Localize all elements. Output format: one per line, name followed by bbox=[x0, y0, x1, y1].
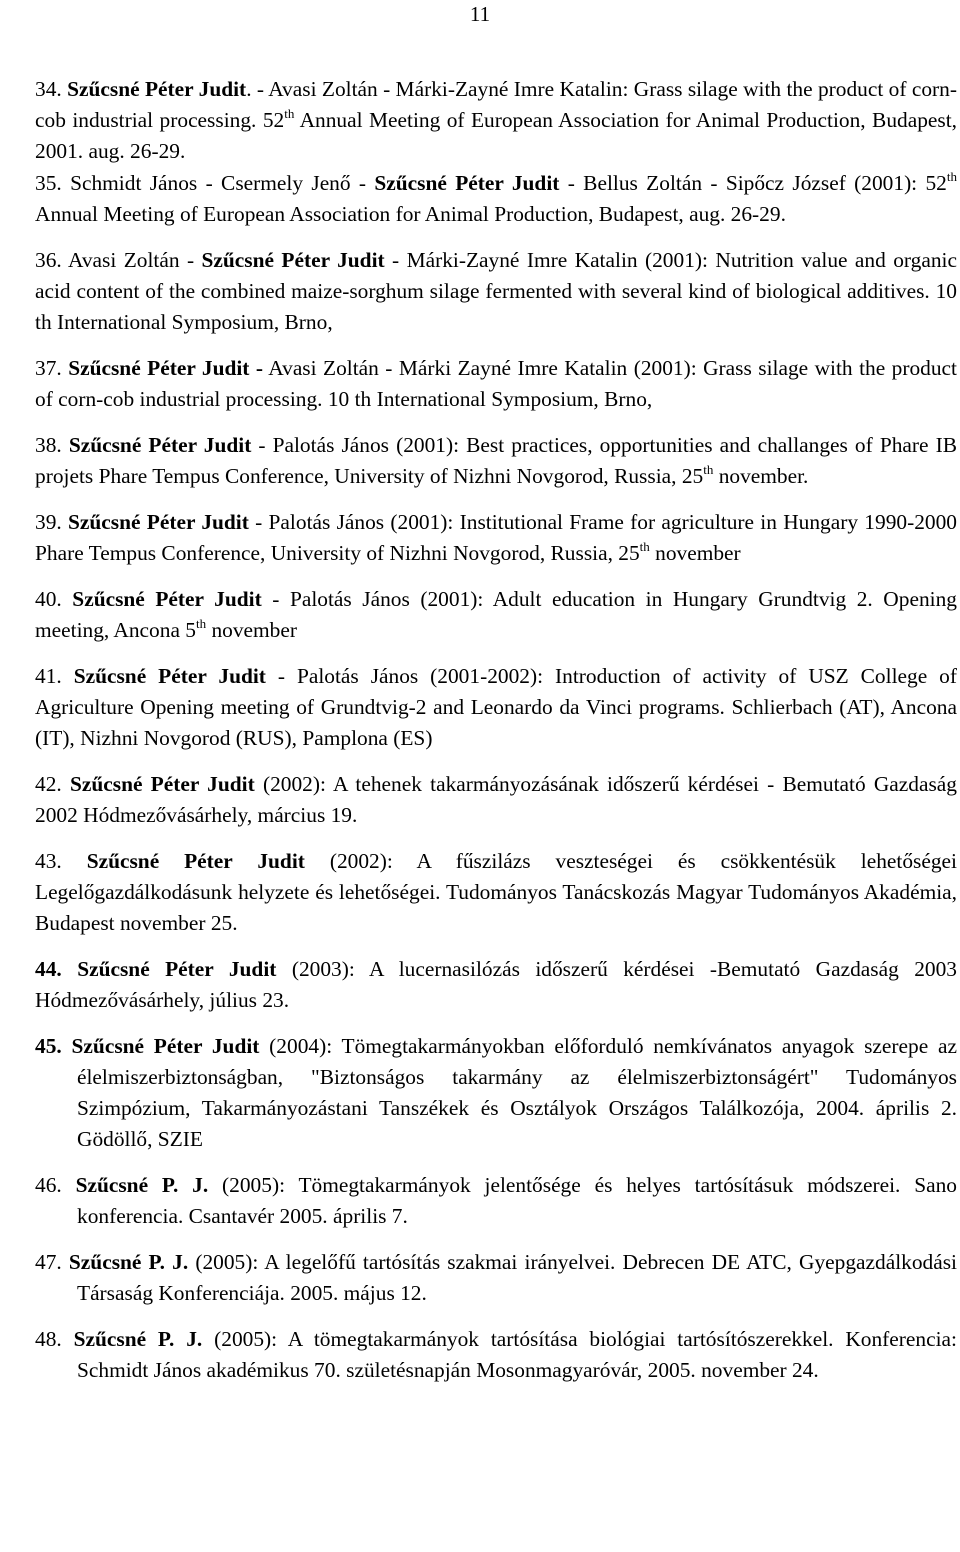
author-bold: Szűcsné Péter Judit bbox=[77, 957, 277, 981]
superscript: th bbox=[284, 105, 295, 121]
page-number: 11 bbox=[469, 2, 491, 26]
item-number: 44. bbox=[35, 957, 62, 981]
list-item bbox=[35, 1170, 957, 1232]
item-text: Annual Meeting of European Association for Animal Production, Budapest, aug. 26-29. bbox=[35, 202, 786, 226]
item-text: Annual Meeting of European Association for Animal Production, Budapest, 2001. aug. 26-29. bbox=[35, 108, 958, 163]
superscript: th bbox=[639, 538, 650, 554]
item-text: (2003): A lucernasilózás időszerű kérdései -Bemutató Gazdaság 2003 Hódmezővásárhely, július 23. bbox=[35, 957, 957, 1012]
item-number: 43. bbox=[35, 849, 62, 873]
item-number: 37. bbox=[35, 356, 62, 380]
item-text: - Palotás János (2001-2002): Introduction of activity of USZ College of Agriculture Opening meeting of Grundtvig-2 and Leonardo da Vinci programs. Schlierbach (AT), Ancona (IT), Nizhni Novgorod (RUS), Pamplona (ES) bbox=[35, 664, 957, 750]
superscript: th bbox=[195, 615, 207, 631]
reference-list bbox=[35, 74, 957, 1386]
item-number: 34. bbox=[35, 77, 62, 101]
item-text: november bbox=[649, 541, 741, 565]
author-bold: Szűcsné P. J. bbox=[75, 1173, 209, 1197]
author-bold: Szűcsné Péter Judit bbox=[73, 664, 266, 688]
item-number: 39. bbox=[35, 510, 62, 534]
item-text: (2002): A fűszilázs veszteségei és csökkentésük lehetőségei Legelőgazdálkodásunk helyzete és lehetőségei. Tudományos Tanácskozás Magyar Tudományos Akadémia, Budapest november 25. bbox=[35, 849, 957, 935]
item-number: 42. bbox=[35, 772, 62, 796]
item-text: Avasi Zoltán - bbox=[61, 248, 202, 272]
item-text: - Palotás János (2001): Adult education in Hungary Grundtvig 2. Opening meeting, Ancona 5 bbox=[35, 587, 957, 642]
list-item bbox=[35, 584, 957, 646]
item-text: Avasi Zoltán - Márki Zayné Imre Katalin (2001): Grass silage with the product of corn-cob industrial processing. 10 th International Symposium, Brno, bbox=[35, 356, 957, 411]
list-item bbox=[35, 1247, 957, 1309]
author-bold: Szűcsné Péter Judit bbox=[69, 772, 255, 796]
item-number: 41. bbox=[35, 664, 62, 688]
superscript: th bbox=[703, 461, 714, 477]
item-number: 38. bbox=[35, 433, 62, 457]
author-bold: Szűcsné Péter Judit bbox=[68, 433, 252, 457]
item-number: 36. bbox=[35, 248, 62, 272]
list-item bbox=[35, 353, 957, 415]
author-bold: Szűcsné P. J. bbox=[73, 1327, 203, 1351]
author-bold: Szűcsné Péter Judit bbox=[71, 1034, 260, 1058]
item-number: 47. bbox=[35, 1250, 62, 1274]
item-text: . - Avasi Zoltán - Márki-Zayné Imre Katalin: Grass silage with the product of corn-cob industrial processing. 52 bbox=[35, 77, 957, 132]
item-number: 45. bbox=[35, 1034, 62, 1058]
item-text: (2004): Tömegtakarmányokban előforduló nemkívánatos anyagok szerepe az élelmiszerbiztonságban, "Biztonságos takarmány az élelmiszerbiztonságért" Tudományos Szimpózium, Takarmányozástani Tanszékek és Osztályok Országos Találkozója, 2004. április 2. Gödöllő, SZIE bbox=[77, 1034, 957, 1151]
item-text: november bbox=[206, 618, 297, 642]
item-text: (2005): A legelőfű tartósítás szakmai irányelvei. Debrecen DE ATC, Gyepgazdálkodási Társaság Konferenciája. 2005. május 12. bbox=[77, 1250, 957, 1305]
list-item bbox=[35, 846, 957, 939]
author-bold: Szűcsné Péter Judit bbox=[67, 77, 247, 101]
list-item bbox=[35, 661, 957, 754]
author-bold: Szűcsné Péter Judit bbox=[68, 510, 249, 534]
item-text: - Palotás János (2001): Best practices, opportunities and challanges of Phare IB projets Phare Tempus Conference, University of Nizhni Novgorod, Russia, 25 bbox=[35, 433, 957, 488]
list-item bbox=[35, 245, 957, 338]
list-item bbox=[35, 507, 957, 569]
superscript: th bbox=[946, 168, 957, 184]
list-item bbox=[35, 769, 957, 831]
item-text: (2005): A tömegtakarmányok tartósítása biológiai tartósítószerekkel. Konferencia: Schmidt János akadémikus 70. születésnapján Mosonmagyaróvár, 2005. november 24. bbox=[77, 1327, 957, 1382]
list-item bbox=[35, 1031, 957, 1155]
item-text: - Bellus Zoltán - Sipőcz József (2001): 52 bbox=[559, 171, 947, 195]
item-text: Schmidt János - Csermely Jenő - bbox=[61, 171, 375, 195]
list-item bbox=[35, 1324, 957, 1386]
item-text: (2005): Tömegtakarmányok jelentősége és helyes tartósításuk módszerei. Sano konferencia. Csantavér 2005. április 7. bbox=[77, 1173, 957, 1228]
list-item bbox=[35, 74, 957, 167]
author-bold: Szűcsné Péter Judit bbox=[201, 248, 385, 272]
item-text: - Palotás János (2001): Institutional Frame for agriculture in Hungary 1990-2000 Phare Tempus Conference, University of Nizhni Novgorod, Russia, 25 bbox=[35, 510, 957, 565]
item-number: 40. bbox=[35, 587, 62, 611]
list-item bbox=[35, 168, 957, 230]
author-bold: Szűcsné Péter Judit - bbox=[68, 356, 263, 380]
item-number: 48. bbox=[35, 1327, 62, 1351]
item-number: 46. bbox=[35, 1173, 62, 1197]
item-text: november. bbox=[713, 464, 809, 488]
author-bold: Szűcsné Péter Judit bbox=[374, 171, 560, 195]
item-text: (2002): A tehenek takarmányozásának időszerű kérdései - Bemutató Gazdaság 2002 Hódmezővásárhely, március 19. bbox=[35, 772, 957, 827]
list-item bbox=[35, 430, 957, 492]
item-text: - Márki-Zayné Imre Katalin (2001): Nutrition value and organic acid content of the combined maize-sorghum silage fermented with several kind of biological additives. 10 th International Symposium, Brno, bbox=[35, 248, 957, 334]
author-bold: Szűcsné Péter Judit bbox=[86, 849, 305, 873]
author-bold: Szűcsné Péter Judit bbox=[72, 587, 262, 611]
list-item bbox=[35, 954, 957, 1016]
author-bold: Szűcsné P. J. bbox=[68, 1250, 189, 1274]
item-number: 35. bbox=[35, 171, 62, 195]
